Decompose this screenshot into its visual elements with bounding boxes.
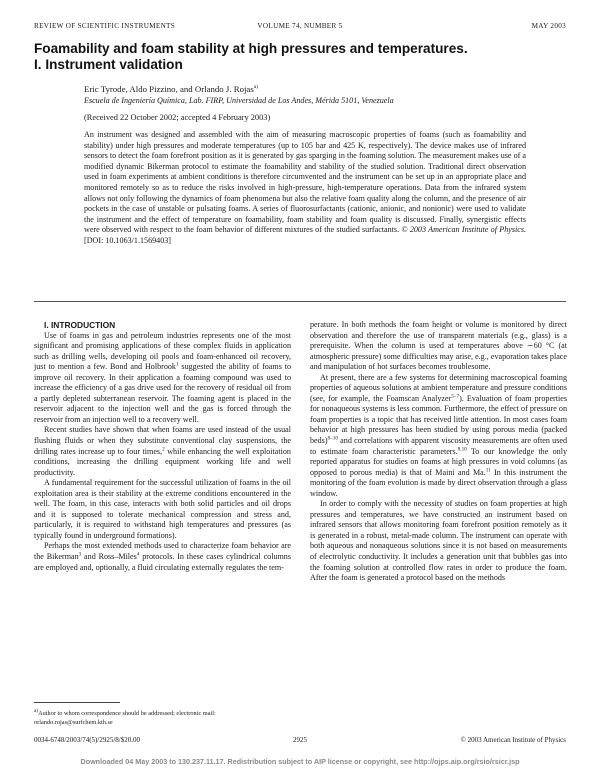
text-run: Use of foams in gas and petroleum industries represents one of the most significant and promising applications of these complex fluids in application such as drilling wells, developing oil pools and foam-enhanced oil recovery, just to mention a few. Bond and Holbrook: [34, 330, 291, 372]
right-column: [310, 320, 567, 584]
page-footer: [34, 736, 566, 746]
footnote: [34, 707, 291, 727]
paragraph: A fundamental requirement for the successful utilization of foams in the oil exploitation area is their stability at the extreme conditions encountered in the well. The foam, in this case, interacts with both solid particles and oil drops and it is supposed to tolerate mechanical compression and stress and, particularly, it is required to withstand high temperatures and pressures (as typically found in underground formations).: [34, 478, 291, 540]
text-run: Perhaps the most extended methods used to characterize foam behavior are the Bikerman: [34, 541, 291, 562]
text-run: suggested the ability of foams to improve oil recovery. In their application a foaming compound was used to increase the efficiency of a gas drive used for the recovery of residual oil from a partly depleted subterranean reservoir. The foaming agent is placed in the reservoir adjacent to the injection well and the gas is forced through the reservoir from an injection well to a recovery well.: [34, 362, 291, 424]
volume-number: VOLUME 74, NUMBER 5: [257, 22, 343, 30]
paragraph: [34, 541, 291, 573]
doi: [DOI: 10.1063/1.1569403]: [84, 235, 171, 245]
page-number: 2925: [293, 736, 307, 744]
abstract-divider: [34, 301, 566, 302]
text-run: and correlations with apparent viscosity measurements are often used to estimate foam characteristic parameters.: [310, 436, 567, 456]
author-footnote-mark: a): [253, 84, 259, 91]
text-run: ). Evaluation of foam properties for nonaqueous systems is less common. Furthermore, the effect of pressure on foam properties is a topic that has received little attention. In most cases foam behavior at high pressures has been studied by using porous media (packed beds): [310, 393, 567, 446]
article-code: 0034-6748/2003/74(5)/2925/8/$20.00: [34, 736, 140, 744]
publisher-copyright: © 2003 American Institute of Physics: [460, 736, 566, 744]
title-line-1: Foamability and foam stability at high pressures and temperatures.: [34, 41, 468, 56]
author-list: [84, 84, 258, 94]
abstract: [84, 130, 526, 247]
download-notice: Downloaded 04 May 2003 to 130.237.11.17. Redistribution subject to AIP license or copyright, see http://ojps.aip.org/rsio/rsicr.jsp: [80, 757, 520, 766]
paragraph: perature. In both methods the foam height or volume is monitored by direct observation and therefore the use of transparent materials (e.g., glass) is a prerequisite. When the column is used at temperatures above ∼60 °C (at atmospheric pressure) some difficulties may arise, e.g., evaporation takes place and manipulation of hot surfaces becomes troublesome.: [310, 320, 567, 372]
paragraph: In order to comply with the necessity of studies on foam properties at high pressures and temperatures, we have constructed an instrument based on infrared sensors that allows monitoring foam forefront position remotely as it is generated in a robust, metal-made column. The instrument can operate with both aqueous and nonaqueous solutions since it is not based on measurements of electrolytic conductivity. It includes a generation unit that bubbles gas into the foaming solution at controlled flow rates in order to produce the foam. After the foam is generated a protocol based on the methods: [310, 499, 567, 583]
section-heading: I. INTRODUCTION: [44, 320, 116, 330]
copyright-notice: © 2003 American Institute of Physics.: [401, 225, 526, 235]
footnote-divider: [34, 702, 120, 703]
text-run: Recent studies have shown that when foams are used instead of the usual flushing fluids or when they substitute conventional clay suspensions, the drilling rates increase up to four times,: [34, 425, 291, 456]
citation: 11: [485, 466, 491, 473]
paragraph: [34, 331, 291, 426]
issue-date: MAY 2003: [531, 22, 566, 30]
citation: 5–7: [451, 393, 460, 400]
abstract-body: An instrument was designed and assembled with the aim of measuring macroscopic properties of foams (such as foamability and stability) under high pressures and moderate temperatures (up to 105 bar and 425 K, respectively). The device makes use of infrared sensors to detect the foam forefront position as it is generated by gas sparging in the foaming solution. The measurement makes use of a modified dynamic Bikerman protocol to estimate the foamability and stability of the studied solution. Traditional direct observation used in foam experiments at ambient conditions is therefore circumvented and the instrument can be set up in an appropriate place and monitored remotely so as to reduce the risks involved in high-pressure, high-temperature operations. Data from the infrared system allows not only following the dynamics of foam phenomena but also the relative foam quality along the column, and the presence of air pockets in the case of unstable or pulsating foams. A series of fluorosurfactants (cationic, anionic, and nonionic) were used to validate the instrument and the effect of temperature on foamability, foam stability and foam quality is discussed. Finally, synergistic effects were observed with respect to the foam behavior of different mixtures of the studied surfactants.: [84, 130, 526, 235]
title-line-2: I. Instrument validation: [34, 57, 183, 72]
left-column: [34, 320, 291, 573]
affiliation: Escuela de Ingeniería Química, Lab. FIRP, Universidad de Los Andes, Mérida 5101, Venezuela: [84, 96, 394, 105]
citation: 8–10: [327, 435, 338, 442]
footnote-mark: a): [34, 708, 39, 714]
citation: 1: [175, 361, 179, 368]
citation: 4: [136, 551, 140, 558]
running-head: [34, 22, 566, 34]
citation: 8,10: [457, 445, 467, 452]
citation: 3: [78, 551, 82, 558]
footnote-text: Author to whom correspondence should be addressed; electronic mail: orlando.rojas@surfchem.kth.se: [34, 710, 216, 726]
text-run: At present, there are a few systems for determining macroscopical foaming properties of aqueous solutions at ambient temperature and pressure conditions (see, for example, the Foamscan Analyzer: [310, 372, 567, 403]
journal-name: REVIEW OF SCIENTIFIC INSTRUMENTS: [34, 22, 176, 30]
paragraph: [34, 425, 291, 478]
text-run: protocols. In these cases cylindrical columns are employed and, optionally, a fluid circulating externally regulates the tem-: [34, 552, 291, 572]
text-run: and Ross–Miles: [81, 552, 137, 562]
text-run: To our knowledge the only reported apparatus for studies on foams at high pressures in void columns (as opposed to porous media) is that of Maini and Ma.: [310, 446, 567, 477]
received-dates: (Received 22 October 2002; accepted 4 February 2003): [84, 113, 271, 122]
article-title: [34, 41, 574, 73]
paragraph: [310, 373, 567, 500]
text-run: while enhancing the well exploitation conditions, increasing the drilling equipment working life and well productivity.: [34, 446, 291, 477]
text-run: In this instrument the monitoring of the foam evolution is made by direct observation through a glass window.: [310, 467, 567, 498]
author-names: Eric Tyrode, Aldo Pizzino, and Orlando J. Rojas: [84, 84, 254, 94]
citation: 2: [162, 445, 165, 452]
